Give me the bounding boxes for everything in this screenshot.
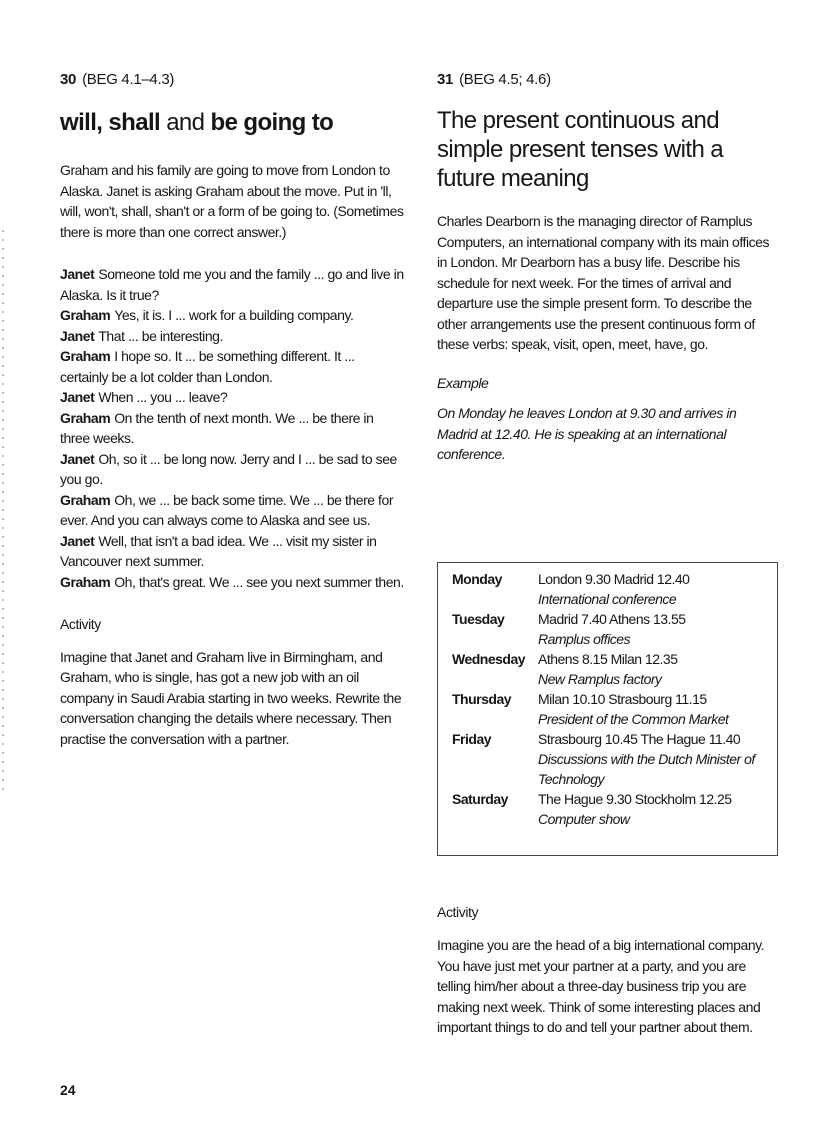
schedule-travel: Strasbourg 10.45 The Hague 11.40 bbox=[538, 731, 741, 747]
dialog-line bbox=[60, 449, 405, 490]
unit-31-column bbox=[437, 70, 779, 465]
schedule-travel: Milan 10.10 Strasbourg 11.15 bbox=[538, 691, 707, 707]
schedule-travel: London 9.30 Madrid 12.40 bbox=[538, 571, 690, 587]
dialog-speaker: Graham bbox=[60, 348, 111, 364]
dialog-line bbox=[60, 387, 405, 408]
dialog-text: That ... be interesting. bbox=[98, 327, 223, 344]
unit-30-activity-text: Imagine that Janet and Graham live in Birmingham, and Graham, who is single, has got a new job with an oil company in Saudi Arabia starting in two weeks. Rewrite the conversation changing the details where necessary. Then practise the conversation with a partner. bbox=[60, 648, 402, 747]
unit-31-activity-label: Activity bbox=[437, 904, 479, 920]
unit-30-title bbox=[60, 108, 405, 138]
schedule-detail bbox=[538, 649, 777, 689]
dialog-line bbox=[60, 531, 405, 572]
unit-30-activity-label: Activity bbox=[60, 616, 101, 632]
dialog-text: Well, that isn't a bad idea. We ... visit my sister in Vancouver next summer. bbox=[60, 532, 377, 569]
schedule-day: Wednesday bbox=[452, 651, 526, 667]
schedule-day: Friday bbox=[452, 731, 492, 747]
schedule-detail bbox=[538, 689, 777, 729]
schedule-day: Monday bbox=[452, 571, 502, 587]
schedule-note: Computer show bbox=[538, 811, 630, 827]
dialog-line bbox=[60, 305, 405, 326]
dialog-line bbox=[60, 490, 405, 531]
dialog-speaker: Graham bbox=[60, 573, 111, 590]
schedule-row bbox=[452, 729, 777, 789]
example-text: On Monday he leaves London at 9.30 and arrives in Madrid at 12.40. He is speaking at an international conference. bbox=[437, 405, 737, 462]
schedule-row bbox=[452, 609, 777, 649]
schedule-day: Tuesday bbox=[452, 611, 505, 627]
schedule-detail bbox=[538, 789, 777, 829]
title-be-going-to: be going to bbox=[210, 109, 334, 136]
schedule-row bbox=[452, 689, 777, 729]
schedule-table bbox=[437, 562, 778, 856]
schedule-note: Discussions with the Dutch Minister of Technology bbox=[538, 751, 755, 787]
example-label: Example bbox=[437, 374, 489, 391]
dialog-line bbox=[60, 572, 405, 593]
dialog-text: Someone told me you and the family ... go and live in Alaska. Is it true? bbox=[60, 266, 404, 303]
dialog-line bbox=[60, 346, 405, 387]
schedule-note: Ramplus offices bbox=[538, 631, 631, 647]
unit-31-heading bbox=[437, 70, 779, 90]
unit-31-number: 31 bbox=[437, 71, 454, 88]
title-and: and bbox=[166, 109, 205, 136]
dialog-speaker: Janet bbox=[60, 327, 95, 344]
unit-31-activity-text: Imagine you are the head of a big international company. You have just met your partner at a party, and you are telling him/her about a three-day business trip you are making next week. Think of some interesting places and important things to do and tell your partner about them. bbox=[437, 937, 765, 1035]
unit-31-reference: (BEG 4.5; 4.6) bbox=[459, 71, 551, 88]
dialog-text: Oh, that's great. We ... see you next summer then. bbox=[114, 573, 404, 590]
unit-30-instructions: Graham and his family are going to move from London to Alaska. Janet is asking Graham about the move. Put in 'll, will, won't, shall, shan't or a form of be going to. (Sometimes there is more than one correct answer.) bbox=[60, 162, 404, 240]
schedule-row bbox=[452, 649, 777, 689]
dialog-speaker: Graham bbox=[60, 409, 111, 426]
dialog-text: Yes, it is. I ... work for a building company. bbox=[114, 307, 354, 323]
schedule-detail bbox=[538, 569, 777, 609]
schedule-note: New Ramplus factory bbox=[538, 671, 662, 687]
dialog-speaker: Janet bbox=[60, 266, 95, 282]
dialog-speaker: Janet bbox=[60, 532, 95, 549]
unit-31-title: The present continuous and simple present tenses with a future meaning bbox=[437, 107, 724, 192]
dialog-speaker: Graham bbox=[60, 307, 111, 323]
scan-edge-marks bbox=[2, 230, 4, 790]
schedule-detail bbox=[538, 729, 777, 789]
dialog-speaker: Graham bbox=[60, 491, 111, 508]
unit-30-heading bbox=[60, 70, 405, 90]
dialog bbox=[60, 264, 405, 592]
schedule-note: International conference bbox=[538, 591, 677, 607]
unit-30-reference: (BEG 4.1–4.3) bbox=[82, 71, 175, 88]
dialog-line bbox=[60, 326, 405, 347]
schedule-travel: Madrid 7.40 Athens 13.55 bbox=[538, 611, 686, 627]
dialog-text: Oh, so it ... be long now. Jerry and I ... be sad to see you go. bbox=[60, 450, 397, 487]
unit-30-number: 30 bbox=[60, 71, 77, 88]
dialog-speaker: Janet bbox=[60, 389, 95, 405]
dialog-line bbox=[60, 408, 405, 449]
schedule-travel: The Hague 9.30 Stockholm 12.25 bbox=[538, 791, 732, 807]
schedule-note: President of the Common Market bbox=[538, 711, 729, 727]
schedule-day: Saturday bbox=[452, 791, 508, 807]
schedule-travel: Athens 8.15 Milan 12.35 bbox=[538, 651, 678, 667]
unit-30-column bbox=[60, 70, 405, 749]
dialog-text: On the tenth of next month. We ... be there in three weeks. bbox=[60, 409, 374, 446]
unit-31-instructions: Charles Dearborn is the managing director of Ramplus Computers, an international company with its main offices in London. Mr Dearborn has a busy life. Describe his schedule for next week. For the times of arrival and departure use the simple present form. To describe the other arrangements use the present continuous form of these verbs: speak, visit, open, meet, have, go. bbox=[437, 213, 770, 352]
dialog-speaker: Janet bbox=[60, 450, 95, 467]
dialog-text: Oh, we ... be back some time. We ... be there for ever. And you can always come to Alaska and see us. bbox=[60, 491, 394, 528]
schedule-day: Thursday bbox=[452, 691, 512, 707]
title-will-shall: will, shall bbox=[60, 109, 161, 136]
dialog-line bbox=[60, 264, 405, 305]
page-number: 24 bbox=[60, 1082, 76, 1098]
schedule-row bbox=[452, 569, 777, 609]
dialog-text: When ... you ... leave? bbox=[98, 389, 228, 405]
dialog-text: I hope so. It ... be something different. It ... certainly be a lot colder than London. bbox=[60, 348, 355, 385]
schedule-detail bbox=[538, 609, 777, 649]
schedule-row bbox=[452, 789, 777, 829]
